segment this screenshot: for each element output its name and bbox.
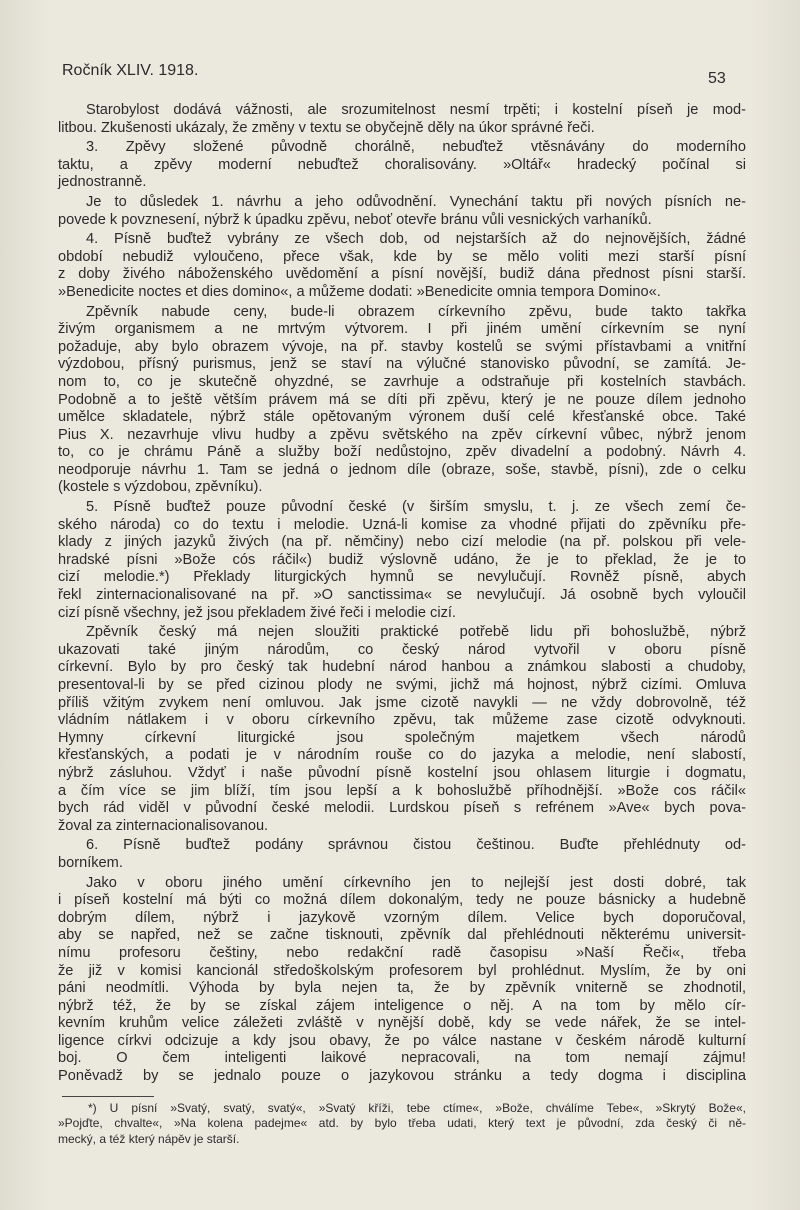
text-line: presentoval-li by se před cizinou plody ne svými, jichž má hojnost, nýbrž cizími. Omluva xyxy=(58,677,746,693)
text-line: požaduje, aby bylo obrazem vývoje, na př. stavby kostelů se svými přístavbami a vnitřní xyxy=(58,338,746,355)
page-number: 53 xyxy=(708,70,726,87)
text-line: (kostele s výzdobou, zpěvníku). xyxy=(58,479,263,496)
text-line: vládním nátlakem i v oboru církevního zpěvu, tak můžeme zase cizotě odvyknouti. xyxy=(58,712,746,729)
text-line: taktu, a zpěvy moderní nebuďtež choralisovány. »Oltář« hradecký počínal si xyxy=(58,156,746,173)
text-line: Podobně a to ještě větším právem má se díti při zpěvu, který je ne pouze dílem jednoho xyxy=(58,391,746,408)
paragraph xyxy=(58,102,746,137)
text-line: nýbrž zásluhou. Vždyť i naše původní písně kostelní jsou ohlasem liturgie i dogmatu, xyxy=(58,764,746,781)
text-line: církevní. Bylo by pro český tak hudební národ hanbou a známkou slabosti a chudoby, xyxy=(58,659,746,676)
text-line: žoval za zinternacionalisovanou. xyxy=(58,817,269,834)
text-line: řekl zinternacionalisované na př. »O sanctissima« se nevylučují. Já osobně bych vyloučil xyxy=(58,587,746,604)
text-line: Pius X. nezavrhuje vlivu hudby a zpěvu světského na zpěv církevní vůbec, nýbrž jenom xyxy=(58,426,746,443)
text-line: »Benedicite noctes et dies domino«, a můžeme dodati: »Benedicite omnia tempora Domino«. xyxy=(58,283,661,300)
text-line: příliš vžitým zvykem není omluvou. Jak jsme cizotě navykli — ne vždy dobrovolně, též xyxy=(58,694,746,711)
text-line: hradské písni »Bože cós ráčil«) budiž výslovně udáno, že je to překlad, že je to xyxy=(58,551,746,568)
text-line: 4. Písně buďtež vybrány ze všech dob, od nejstarších až do nejnovějších, žádné xyxy=(86,231,746,248)
text-line: i píseň kostelní má býti co možná dílem dokonalým, tedy ne pouze básnicky a hudebně xyxy=(58,892,746,909)
paragraph xyxy=(58,499,746,622)
page-content xyxy=(58,100,746,1147)
text-line: kevním kruhům velice záležeti zvláště v nynější době, kdy se vede nářek, že se intel- xyxy=(58,1015,746,1032)
footnote-rule xyxy=(62,1096,154,1097)
footnote xyxy=(58,1101,746,1148)
text-line: Hymny církevní liturgické jsou společným majetkem všech národů xyxy=(58,729,746,746)
text-line: nom to, co je skutečně ohyzdné, se zavrhuje a odstraňuje při kostelních stavbách. xyxy=(58,373,746,390)
text-line: nýbrž též, že by se získal zájem inteligence o něj. A na tom by mělo cír- xyxy=(58,997,746,1014)
text-line: klady z jiných jazyků živých (na př. němčiny) nebo cizí melodie (na př. polskou při vele- xyxy=(58,534,746,551)
footnote-line: *) U písní »Svatý, svatý, svatý«, »Svatý kříži, tebe ctíme«, »Bože, chválíme Tebe«, »Skrytý Bože«, xyxy=(88,1100,746,1115)
article-body xyxy=(58,102,746,1086)
text-line: to, co je chrámu Páně a služby boží nedůstojno, zpěv divadelní a podobný. Návrh 4. xyxy=(58,444,746,461)
text-line: jednostranně. xyxy=(58,174,147,191)
text-line: výzdobou, přísný purismus, jenž se staví na výlučné stanovisko původní, se zamítá. Je- xyxy=(58,356,746,373)
footnote-line: »Pojďte, chvalte«, »Na kolena padejme« atd. by bylo třeba udati, který text je původní, zda český či ně- xyxy=(58,1116,746,1131)
text-line: dobrým dílem, nýbrž i jazykově vzorným dílem. Velice bych doporučoval, xyxy=(58,909,746,926)
running-head: Ročník XLIV. 1918. xyxy=(62,62,199,79)
text-line: ského národa) co do textu i melodie. Uzná-li komise za vhodné přijati do zpěvníku pře- xyxy=(58,516,746,533)
text-line: Je to důsledek 1. návrhu a jeho odůvodnění. Vynechání taktu při nových písních ne- xyxy=(86,193,746,210)
text-line: z doby živého náboženského uvědomění a písní novější, budiž dána přednost písni starší. xyxy=(58,266,746,283)
text-line: litbou. Zkušenosti ukázaly, že změny v textu se obyčejně děly na úkor správné řeči. xyxy=(58,119,595,136)
text-line: období nebudiž vyloučeno, přece však, kde by se mělo voliti mezi starší písní xyxy=(58,248,746,265)
text-line: povede k povznesení, nýbrž k úpadku zpěvu, neboť otevře bránu vůli vesnických varhaníků. xyxy=(58,211,652,228)
text-line: že již v komisi kancionál středoškolským profesorem byl prohlédnut. Myslím, že by oni xyxy=(58,962,746,979)
paragraph xyxy=(58,304,746,498)
text-line: křesťanských, a podati je v národním rouše co do jazyka a melodie, není slabostí, xyxy=(58,747,746,764)
text-line: 6. Písně buďtež podány správnou čistou češtinou. Buďte přehlédnuty od- xyxy=(86,837,746,854)
paragraph xyxy=(58,837,746,872)
text-line: a čím více se jim blíží, tím jsou lepší a k bohoslužbě příhodnější. »Bože cos ráčil« xyxy=(58,782,746,799)
text-line: borníkem. xyxy=(58,854,123,871)
text-line: umělce skladatele, nýbrž stále opětovaným výronem duší celé křesťanské obce. Také xyxy=(58,409,746,426)
text-line: Starobylost dodává vážnosti, ale srozumitelnost nesmí trpěti; i kostelní píseň je mod- xyxy=(86,102,746,118)
text-line: nímu profesoru češtiny, nebo redakční radě časopisu »Naší Řeči«, třeba xyxy=(58,944,746,961)
text-line: Jako v oboru jiného umění církevního jen to nejlejší jest dosti dobré, tak xyxy=(86,874,746,891)
text-line: Poněvadž by se jednalo pouze o jazykovou stránku a tedy dogma i disciplina xyxy=(58,1068,746,1085)
paragraph xyxy=(58,875,746,1086)
text-line: bych rád viděl v původní české melodii. Lurdskou píseň s refrénem »Ave« bych pova- xyxy=(58,800,746,817)
text-line: živým organismem a ne mrtvým výtvorem. I při jiném umění církevním se nyní xyxy=(58,321,746,338)
text-line: 3. Zpěvy složené původně chorálně, nebuďtež vtěsnávány do moderního xyxy=(86,139,746,156)
text-line: ukazovati také jiným národům, co český národ vytvořil v oboru písně xyxy=(58,641,746,658)
text-line: cizí melodie.*) Překlady liturgických hymnů se nevylučují. Rovněž písně, abych xyxy=(58,569,746,586)
text-line: cizí písně všechny, jež jsou překladem živé řeči i melodie cizí. xyxy=(58,604,456,621)
paragraph xyxy=(58,231,746,301)
footnote-line: mecký, a též který nápěv je starší. xyxy=(58,1131,240,1146)
text-line: neodporuje návrhu 1. Tam se jedná o jednom díle (obraze, soše, stavbě, písni), zde o celku xyxy=(58,461,746,478)
text-line: ligence církvi odcizuje a kdy jsou obavy, že po válce nastane v českém národě kulturní xyxy=(58,1032,746,1049)
text-line: boj. O čem inteligenti laikové nepracovali, na tom nemají zájmu! xyxy=(58,1050,746,1067)
text-line: 5. Písně buďtež pouze původní české (v širším smyslu, t. j. ze všech zemí če- xyxy=(86,499,746,516)
text-line: Zpěvník český má nejen sloužiti praktické potřebě lidu při bohoslužbě, nýbrž xyxy=(86,624,746,641)
text-line: Zpěvník nabude ceny, bude-li obrazem církevního zpěvu, bude takto takřka xyxy=(86,303,746,320)
paragraph xyxy=(58,194,746,229)
paragraph xyxy=(58,139,746,192)
text-line: páni neodmítli. Výhoda by byla nejen ta, že by zpěvník vniterně se zhodnotil, xyxy=(58,980,746,997)
text-line: aby se napřed, než se začne tisknouti, zpěvník dal přehlédnouti některému universit- xyxy=(58,927,746,944)
paragraph xyxy=(58,624,746,835)
